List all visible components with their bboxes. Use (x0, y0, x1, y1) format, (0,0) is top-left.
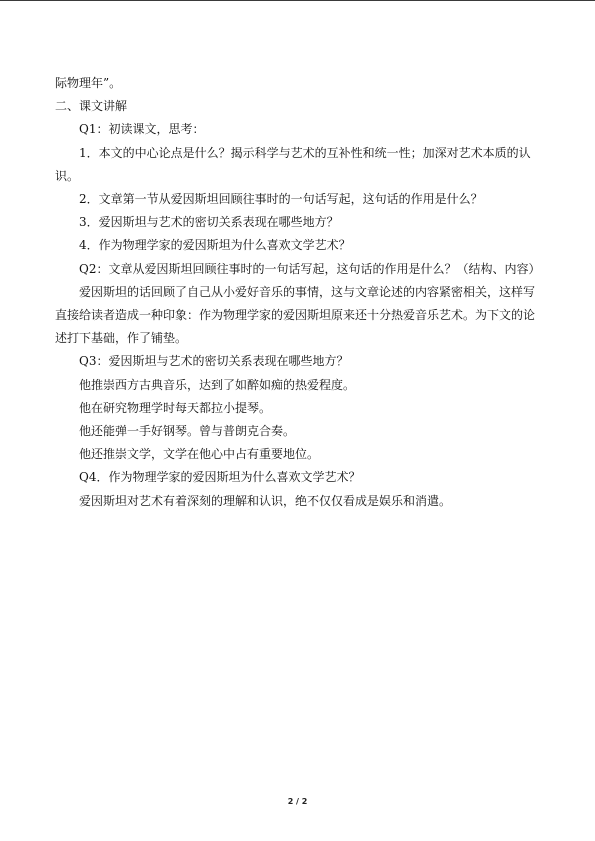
header-rule (0, 0, 595, 1)
text-line: 2．文章第一节从爱因斯坦回顾往事时的一句话写起，这句话的作用是什么？ (79, 192, 483, 207)
text-line: 爱因斯坦对艺术有着深刻的理解和认识，绝不仅仅看成是娱乐和消遣。 (79, 493, 452, 508)
document-body (55, 72, 541, 513)
text-line: 1．本文的中心论点是什么？揭示科学与艺术的互补性和统一性；加深对艺术本质的认 (79, 145, 531, 160)
page-number: 2 / 2 (287, 797, 308, 806)
text-line: 际物理年”。 (55, 76, 122, 90)
text-line: 爱因斯坦的话回顾了自己从小爱好音乐的事情，这与文章论述的内容紧密相关，这样写 (79, 284, 536, 299)
text-line: 识。 (55, 168, 80, 183)
text-line: 他还能弹一手好钢琴。曾与普朗克合奏。 (79, 424, 296, 439)
text-line: 二、课文讲解 (55, 99, 128, 114)
text-line: 他推崇西方古典音乐，达到了如醉如痴的热爱程度。 (79, 377, 356, 392)
text-line: Q3：爱因斯坦与艺术的密切关系表现在哪些地方？ (79, 354, 349, 369)
text-line: 述打下基础，作了铺垫。 (55, 331, 188, 346)
text-line: 他还推崇文学，文学在他心中占有重要地位。 (79, 447, 320, 462)
text-line: Q2：文章从爱因斯坦回顾往事时的一句话写起，这句话的作用是什么？（结构、内容） (79, 261, 541, 276)
text-line: 他在研究物理学时每天都拉小提琴。 (79, 400, 272, 415)
text-line: 3．爱因斯坦与艺术的密切关系表现在哪些地方？ (79, 215, 339, 230)
text-line: 直接给读者造成一种印象：作为物理学家的爱因斯坦原来还十分热爱音乐艺术。为下文的论 (55, 308, 536, 323)
text-line: Q4．作为物理学家的爱因斯坦为什么喜欢文学艺术？ (79, 470, 361, 485)
text-line: 4．作为物理学家的爱因斯坦为什么喜欢文学艺术？ (79, 238, 351, 253)
text-line: Q1：初读课文，思考： (79, 122, 205, 137)
